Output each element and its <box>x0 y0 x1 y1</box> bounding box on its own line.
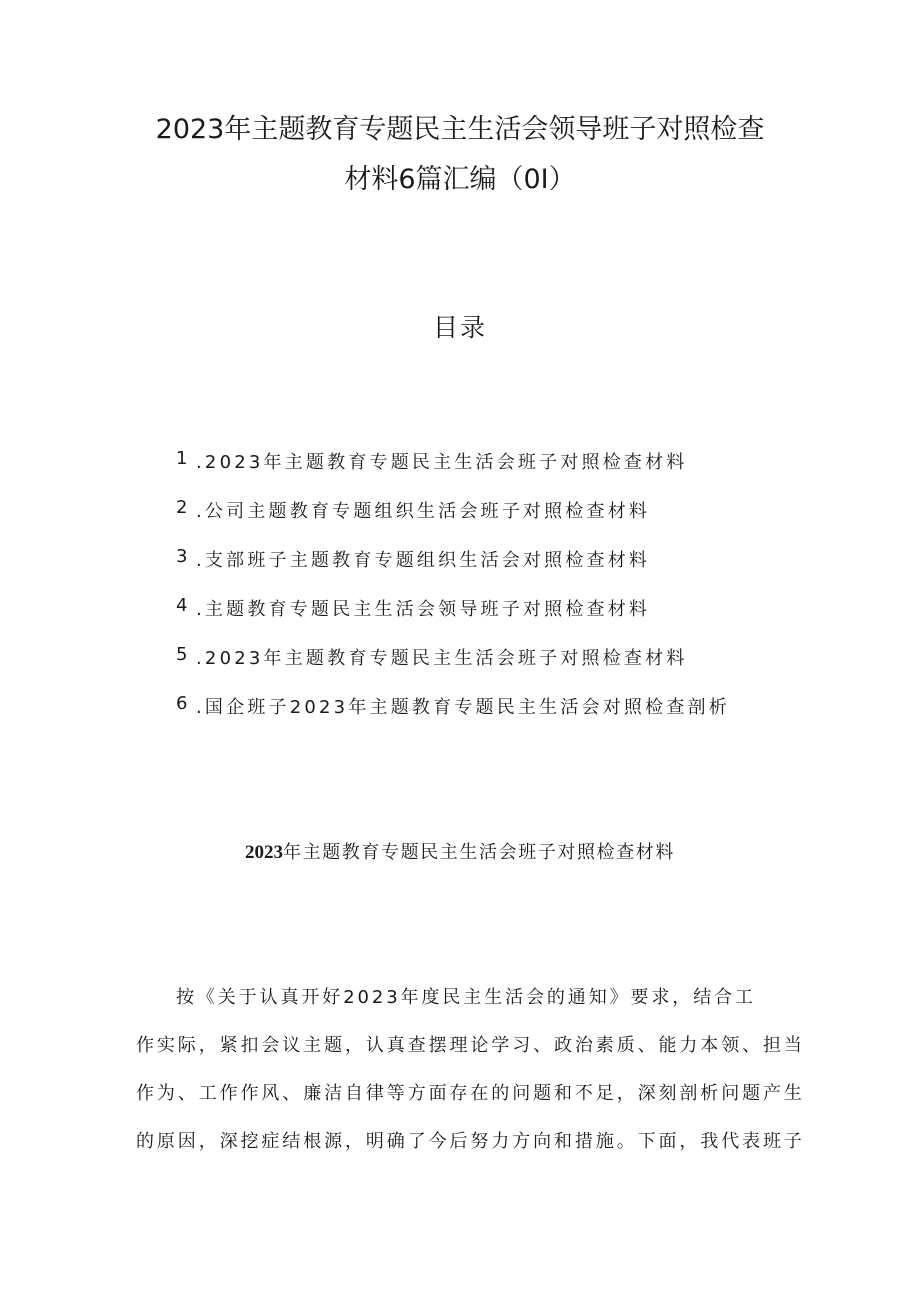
toc-item-number: 3 <box>176 546 188 567</box>
toc-item-number: 5 <box>176 644 188 665</box>
toc-item-text: .国企班子2023年主题教育专题民主生活会对照检查剖析 <box>196 697 730 718</box>
document-title-line-2: 材料6篇汇编（0I） <box>344 164 576 195</box>
body-paragraph <box>136 974 805 1166</box>
table-of-contents <box>176 448 730 742</box>
toc-item <box>176 644 730 693</box>
paragraph-line: 作实际，紧扣会议主题，认真查摆理论学习、政治素质、能力本领、担当 <box>136 1035 805 1056</box>
section-title-text: 年主题教育专题民主生活会班子对照检查材料 <box>283 842 675 863</box>
toc-item-text: .支部班子主题教育专题组织生活会对照检查材料 <box>196 550 651 571</box>
toc-item-text: .公司主题教育专题组织生活会班子对照检查材料 <box>196 501 651 522</box>
document-title-line-1: 2023年主题教育专题民主生活会领导班子对照检查 <box>155 114 765 145</box>
toc-item-number: 2 <box>176 497 188 518</box>
toc-item-number: 6 <box>176 693 188 714</box>
toc-item <box>176 693 730 742</box>
toc-item-text: .主题教育专题民主生活会领导班子对照检查材料 <box>196 599 651 620</box>
toc-item <box>176 595 730 644</box>
toc-item <box>176 546 730 595</box>
toc-item-number: 4 <box>176 595 188 616</box>
toc-heading: 目录 <box>432 313 487 342</box>
toc-item <box>176 497 730 546</box>
toc-item <box>176 448 730 497</box>
paragraph-line: 的原因，深挖症结根源，明确了今后努力方向和措施。下面，我代表班子 <box>136 1131 805 1152</box>
paragraph-line: 按《关于认真开好2023年度民主生活会的通知》要求，结合工 <box>176 987 756 1008</box>
toc-item-number: 1 <box>176 448 188 469</box>
toc-item-text: .2023年主题教育专题民主生活会班子对照检查材料 <box>196 648 688 669</box>
toc-item-text: .2023年主题教育专题民主生活会班子对照检查材料 <box>196 452 688 473</box>
section-title-year: 2023 <box>245 842 283 863</box>
paragraph-line: 作为、工作作风、廉洁自律等方面存在的问题和不足，深刻剖析问题产生 <box>136 1083 805 1104</box>
section-title <box>0 838 920 864</box>
